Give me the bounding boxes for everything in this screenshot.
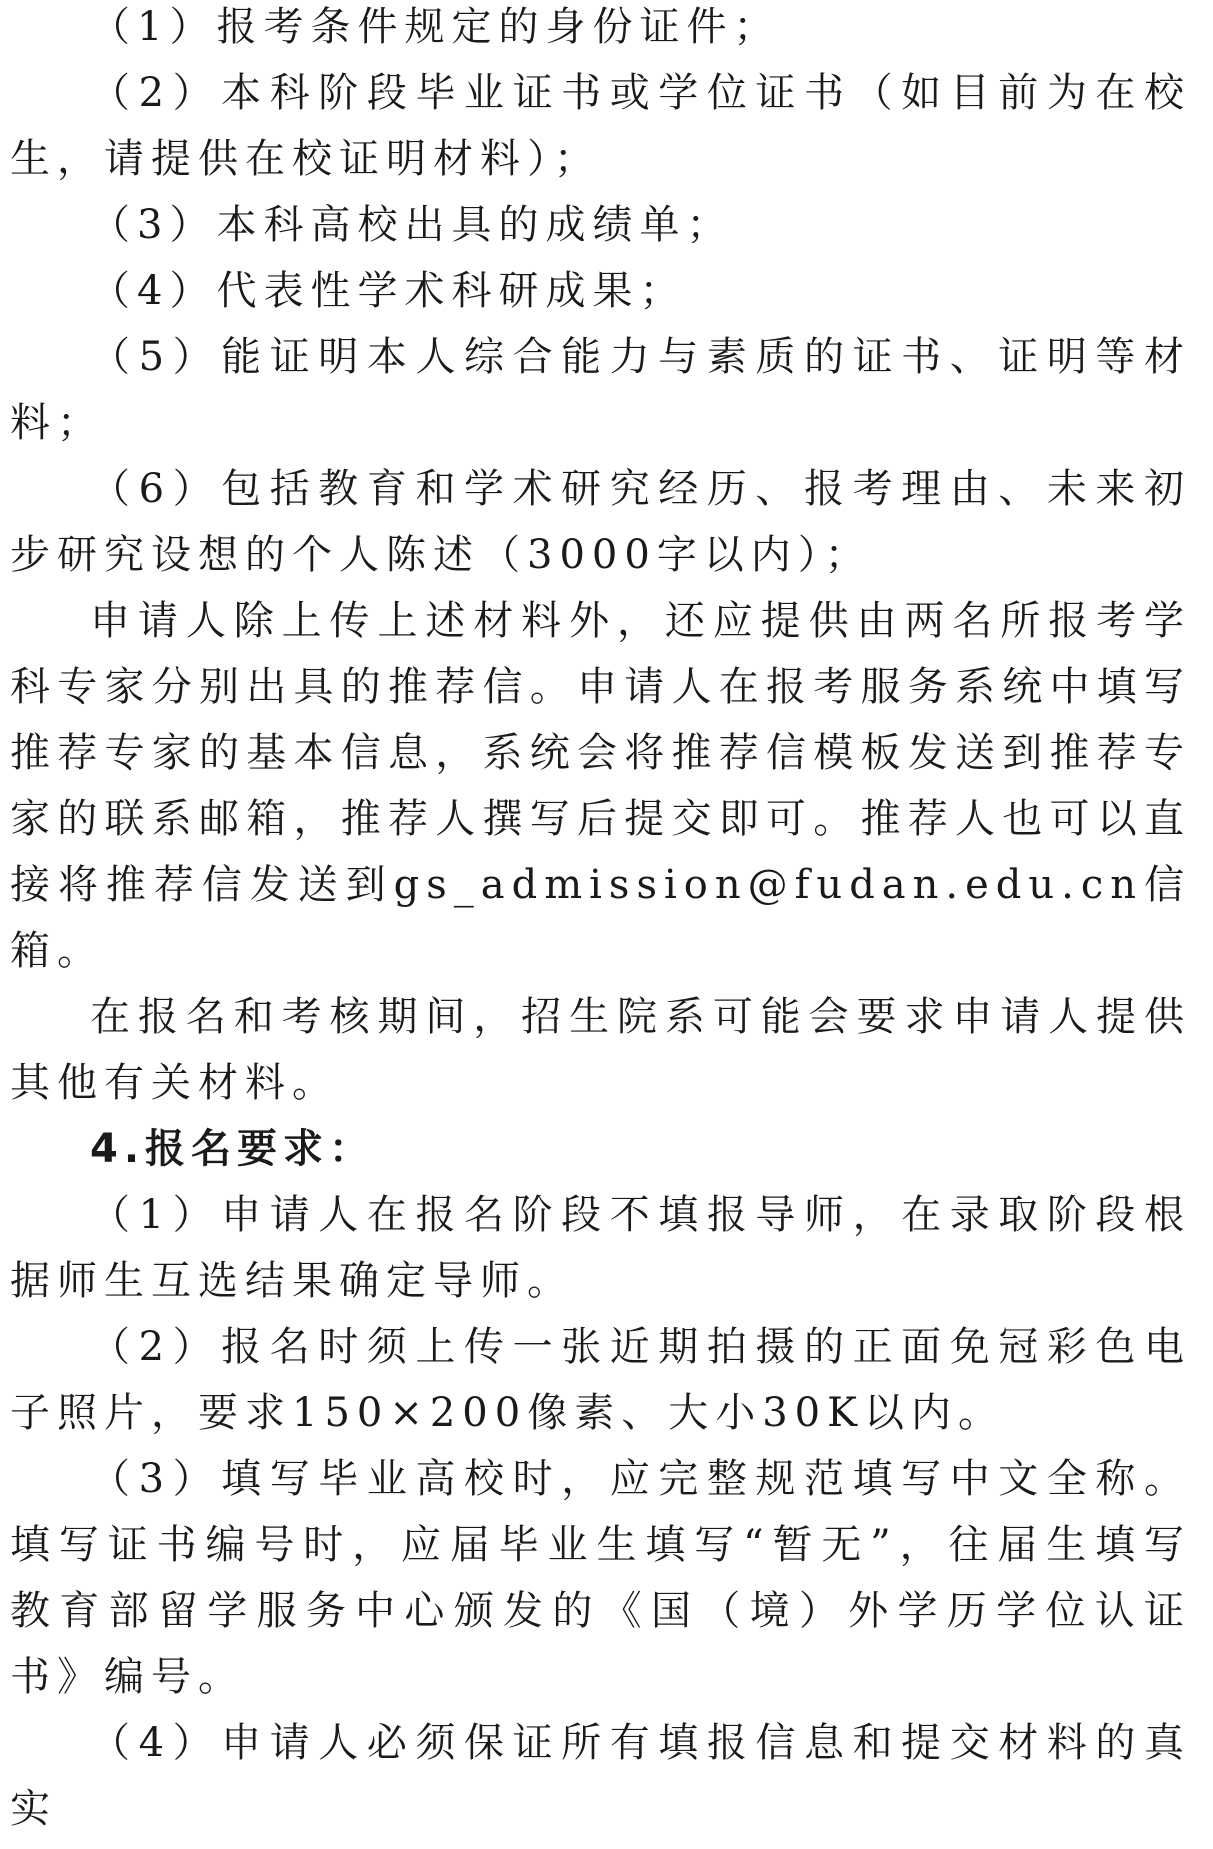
- requirement-item-1: （1）申请人在报名阶段不填报导师，在录取阶段根据师生互选结果确定导师。: [10, 1192, 1191, 1304]
- other-materials-paragraph: 在报名和考核期间，招生院系可能会要求申请人提供其他有关材料。: [10, 994, 1191, 1106]
- material-item-5: （5）能证明本人综合能力与素质的证书、证明等材料；: [10, 334, 1191, 446]
- requirement-item-3: （3）填写毕业高校时，应完整规范填写中文全称。填写证书编号时，应届毕业生填写“暂无”，往届生填写教育部留学服务中心颁发的《国（境）外学历学位认证书》编号。: [10, 1456, 1191, 1700]
- recommendation-paragraph: 申请人除上传上述材料外，还应提供由两名所报考学科专家分别出具的推荐信。申请人在报考服务系统中填写推荐专家的基本信息，系统会将推荐信模板发送到推荐专家的联系邮箱，推荐人撰写后提交即可。推荐人也可以直接将推荐信发送到gs_admission@fudan.edu.cn信箱。: [10, 598, 1191, 974]
- material-item-2: （2）本科阶段毕业证书或学位证书（如目前为在校生，请提供在校证明材料）；: [10, 70, 1191, 182]
- material-item-4: （4）代表性学术科研成果；: [90, 268, 687, 314]
- section-heading-requirements: 4.报名要求：: [90, 1126, 376, 1172]
- requirement-item-4: （4）申请人必须保证所有填报信息和提交材料的真实: [10, 1720, 1191, 1832]
- material-item-3: （3）本科高校出具的成绩单；: [90, 202, 734, 248]
- material-item-6: （6）包括教育和学术研究经历、报考理由、未来初步研究设想的个人陈述（3000字以内）；: [10, 466, 1191, 578]
- requirement-item-2: （2）报名时须上传一张近期拍摄的正面免冠彩色电子照片，要求150×200像素、大小30K以内。: [10, 1324, 1191, 1436]
- document-body: [10, 0, 1191, 1842]
- material-item-1: （1）报考条件规定的身份证件；: [90, 4, 781, 50]
